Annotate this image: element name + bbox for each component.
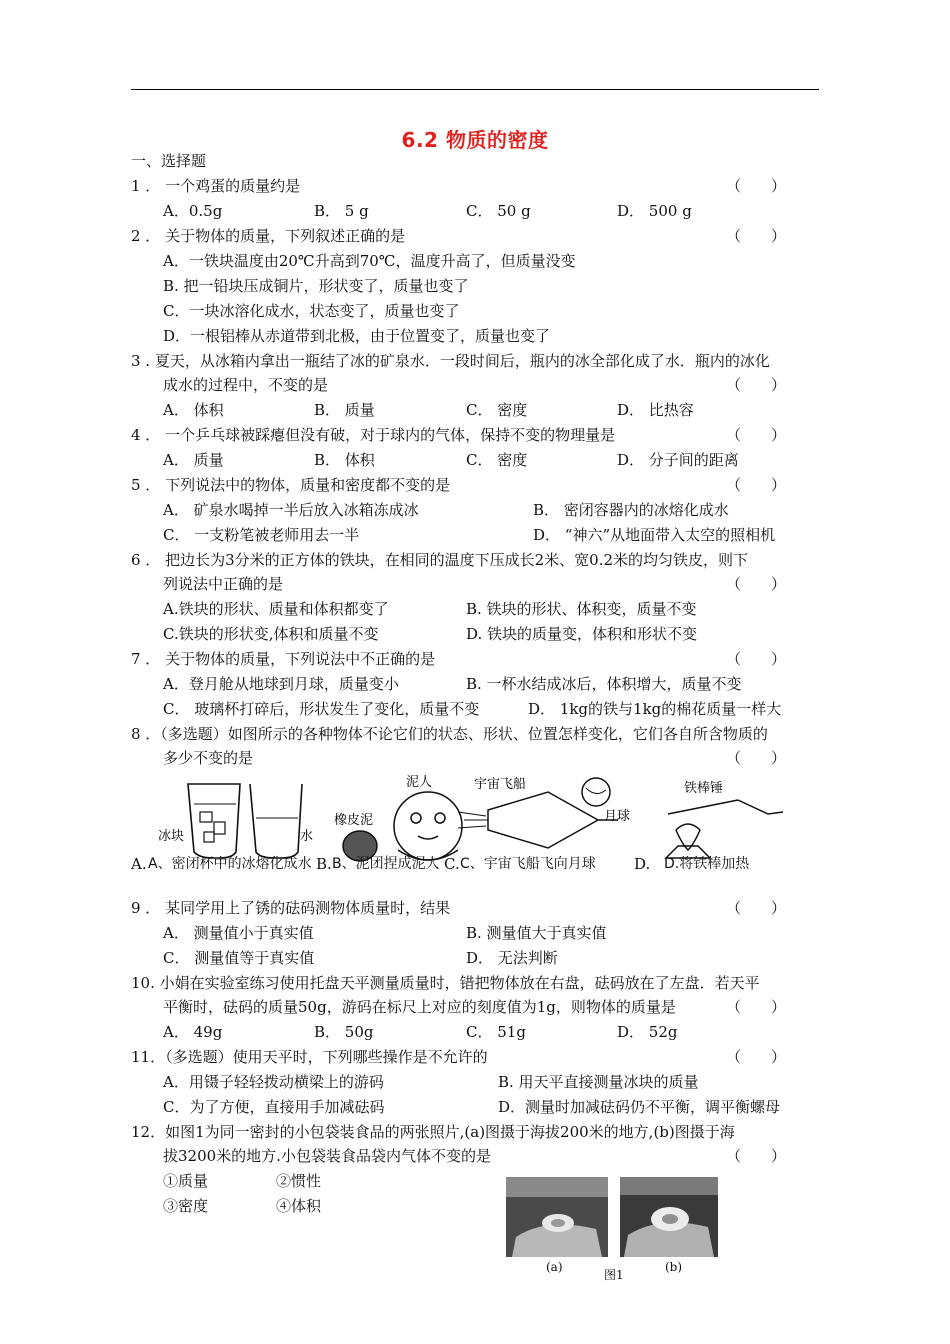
q10-option-c: C． 51g [466, 1023, 526, 1041]
q5-option-a: A． 矿泉水喝掉一半后放入冰箱冻成冰 [163, 501, 419, 519]
q12-option-4: ④体积 [276, 1197, 322, 1215]
q7-answer-blank: （ ） [726, 650, 787, 668]
q8-option-c: C. [444, 855, 460, 873]
q8-option-b: B. [316, 855, 332, 873]
iron-rod-illustration [666, 800, 783, 858]
q4-option-b: B． 体积 [314, 451, 375, 469]
q11-option-d: D．测量时加减砝码仍不平衡，调平衡螺母 [498, 1098, 781, 1116]
q1-stem: 1 ． 一个鸡蛋的质量约是 [131, 177, 301, 195]
q6-option-b: B. 铁块的形状、体积变，质量不变 [466, 600, 697, 618]
q1-option-d: D． 500 g [617, 202, 692, 220]
q9-option-b: B. 测量值大于真实值 [466, 924, 607, 942]
photo-a-caption: (a) [546, 1260, 563, 1274]
fig-label-rubber: 橡皮泥 [334, 813, 374, 828]
q2-answer-blank: （ ） [726, 227, 787, 245]
q8-caption-a: A、密闭杯中的冰熔化成水 [148, 856, 312, 872]
q4-answer-blank: （ ） [726, 426, 787, 444]
q1-option-b: B． 5 g [314, 202, 369, 220]
photo-b-caption: (b) [665, 1260, 683, 1274]
q12-option-2: ②惯性 [276, 1172, 322, 1190]
q2-stem: 2 ． 关于物体的质量，下列叙述正确的是 [131, 227, 406, 245]
q6-option-c: C.铁块的形状变,体积和质量不变 [163, 625, 379, 643]
fig-label-clay: 泥人 [406, 775, 433, 790]
q1-option-a: A．0.5g [163, 202, 223, 220]
q10-option-b: B． 50g [314, 1023, 374, 1041]
q8-answer-blank: （ ） [726, 749, 787, 767]
photo-b [620, 1177, 718, 1257]
q9-stem: 9 ． 某同学用上了锈的砝码测物体质量时，结果 [131, 899, 451, 917]
figure-caption: 图1 [604, 1268, 624, 1282]
q7-option-d: D． 1kg的铁与1kg的棉花质量一样大 [528, 700, 782, 718]
q12-option-1: ①质量 [163, 1172, 209, 1190]
q8-caption-b: B、泥团捏成泥人 [332, 856, 440, 872]
q7-option-b: B. 一杯水结成冰后，体积增大，质量不变 [466, 675, 742, 693]
q8-caption-c: C、宇宙飞船飞向月球 [460, 856, 596, 872]
q3-option-b: B． 质量 [314, 401, 375, 419]
q8-option-d: D. [634, 855, 651, 873]
q8-stem-line2: 多少不变的是 [163, 749, 254, 767]
page-title: 6.2 物质的密度 [401, 128, 549, 152]
q11-option-a: A．用镊子轻轻拨动横梁上的游码 [163, 1073, 384, 1091]
q11-answer-blank: （ ） [726, 1048, 787, 1066]
q10-stem-line2: 平衡时，砝码的质量50g，游码在标尺上对应的刻度值为1g，则物体的质量是 [163, 998, 676, 1016]
q12-stem-line2: 拔3200米的地方.小包袋装食品袋内气体不变的是 [163, 1147, 491, 1165]
q10-option-d: D． 52g [617, 1023, 678, 1041]
q6-option-d: D. 铁块的质量变，体积和形状不变 [466, 625, 698, 643]
q3-option-d: D． 比热容 [617, 401, 694, 419]
q6-option-a: A.铁块的形状、质量和体积都变了 [163, 600, 389, 618]
q8-option-a: A. [131, 855, 147, 873]
q1-answer-blank: （ ） [726, 177, 787, 195]
q11-option-b: B. 用天平直接测量冰块的质量 [498, 1073, 699, 1091]
q4-stem: 4 ． 一个乒乓球被踩瘪但没有破，对于球内的气体，保持不变的物理量是 [131, 426, 616, 444]
q8-stem-line1: 8 ．（多选题）如图所示的各种物体不论它们的状态、形状、位置怎样变化，它们各自所含物质的 [131, 725, 768, 743]
photo-a [506, 1177, 608, 1257]
q5-option-d: D． “神六”从地面带入太空的照相机 [533, 526, 776, 544]
q11-option-c: C．为了方便，直接用手加减砝码 [163, 1098, 385, 1116]
q6-stem-line2: 列说法中正确的是 [163, 575, 284, 593]
q9-option-a: A． 测量值小于真实值 [163, 924, 314, 942]
q7-option-a: A．登月舱从地球到月球，质量变小 [163, 675, 399, 693]
q5-answer-blank: （ ） [726, 476, 787, 494]
q11-stem: 11．（多选题）使用天平时，下列哪些操作是不允许的 [131, 1048, 488, 1066]
q2-option-c: C．一块冰溶化成水，状态变了，质量也变了 [163, 302, 460, 320]
q9-option-c: C． 测量值等于真实值 [163, 949, 315, 967]
q3-answer-blank: （ ） [726, 376, 787, 394]
q1-option-c: C． 50 g [466, 202, 531, 220]
q10-option-a: A． 49g [163, 1023, 223, 1041]
fig-label-moon: 月球 [604, 809, 631, 824]
fig-label-ship: 宇宙飞船 [474, 777, 527, 792]
q5-option-c: C． 一支粉笔被老师用去一半 [163, 526, 360, 544]
q3-option-c: C． 密度 [466, 401, 528, 419]
section-heading: 一、选择题 [131, 152, 207, 170]
cup-ice-illustration [188, 784, 302, 858]
q9-answer-blank: （ ） [726, 899, 787, 917]
q2-option-d: D．一根铝棒从赤道带到北极，由于位置变了，质量也变了 [163, 327, 551, 345]
q12-stem-line1: 12．如图1为同一密封的小包袋装食品的两张照片,(a)图摄于海拔200米的地方,(b)图摄于海 [131, 1123, 735, 1141]
q3-option-a: A． 体积 [163, 401, 224, 419]
q7-stem: 7 ． 关于物体的质量，下列说法中不正确的是 [131, 650, 436, 668]
q5-stem: 5 ． 下列说法中的物体，质量和密度都不变的是 [131, 476, 451, 494]
q5-option-b: B． 密闭容器内的冰熔化成水 [533, 501, 729, 519]
q10-stem-line1: 10. 小娟在实验室练习使用托盘天平测量质量时，错把物体放在右盘，砝码放在了左盘．若天平 [131, 974, 760, 992]
q4-option-d: D． 分子间的距离 [617, 451, 739, 469]
header-rule [131, 89, 819, 90]
q12-answer-blank: （ ） [726, 1147, 787, 1165]
q4-option-a: A． 质量 [163, 451, 224, 469]
fig-label-hammer: 铁棒锤 [684, 781, 724, 796]
q3-stem-line1: 3 . 夏天，从冰箱内拿出一瓶结了冰的矿泉水．一段时间后，瓶内的冰全部化成了水．瓶内的冰化 [131, 352, 770, 370]
q7-option-c: C． 玻璃杯打碎后，形状发生了变化，质量不变 [163, 700, 480, 718]
fig-label-water: 水 [300, 829, 314, 844]
q2-option-b: B. 把一铅块压成铜片，形状变了，质量也变了 [163, 277, 469, 295]
q10-answer-blank: （ ） [726, 998, 787, 1016]
q4-option-c: C． 密度 [466, 451, 528, 469]
q6-answer-blank: （ ） [726, 575, 787, 593]
q3-stem-line2: 成水的过程中，不变的是 [163, 376, 329, 394]
q2-option-a: A．一铁块温度由20℃升高到70℃，温度升高了，但质量没变 [163, 252, 576, 270]
q6-stem-line1: 6 ． 把边长为3分米的正方体的铁块，在相同的温度下压成长2米、宽0.2米的均匀铁皮，则下 [131, 551, 749, 569]
fig-label-ice: 冰块 [158, 829, 185, 844]
q8-caption-d: D.将铁棒加热 [664, 856, 750, 872]
q9-option-d: D． 无法判断 [466, 949, 558, 967]
q12-option-3: ③密度 [163, 1197, 209, 1215]
